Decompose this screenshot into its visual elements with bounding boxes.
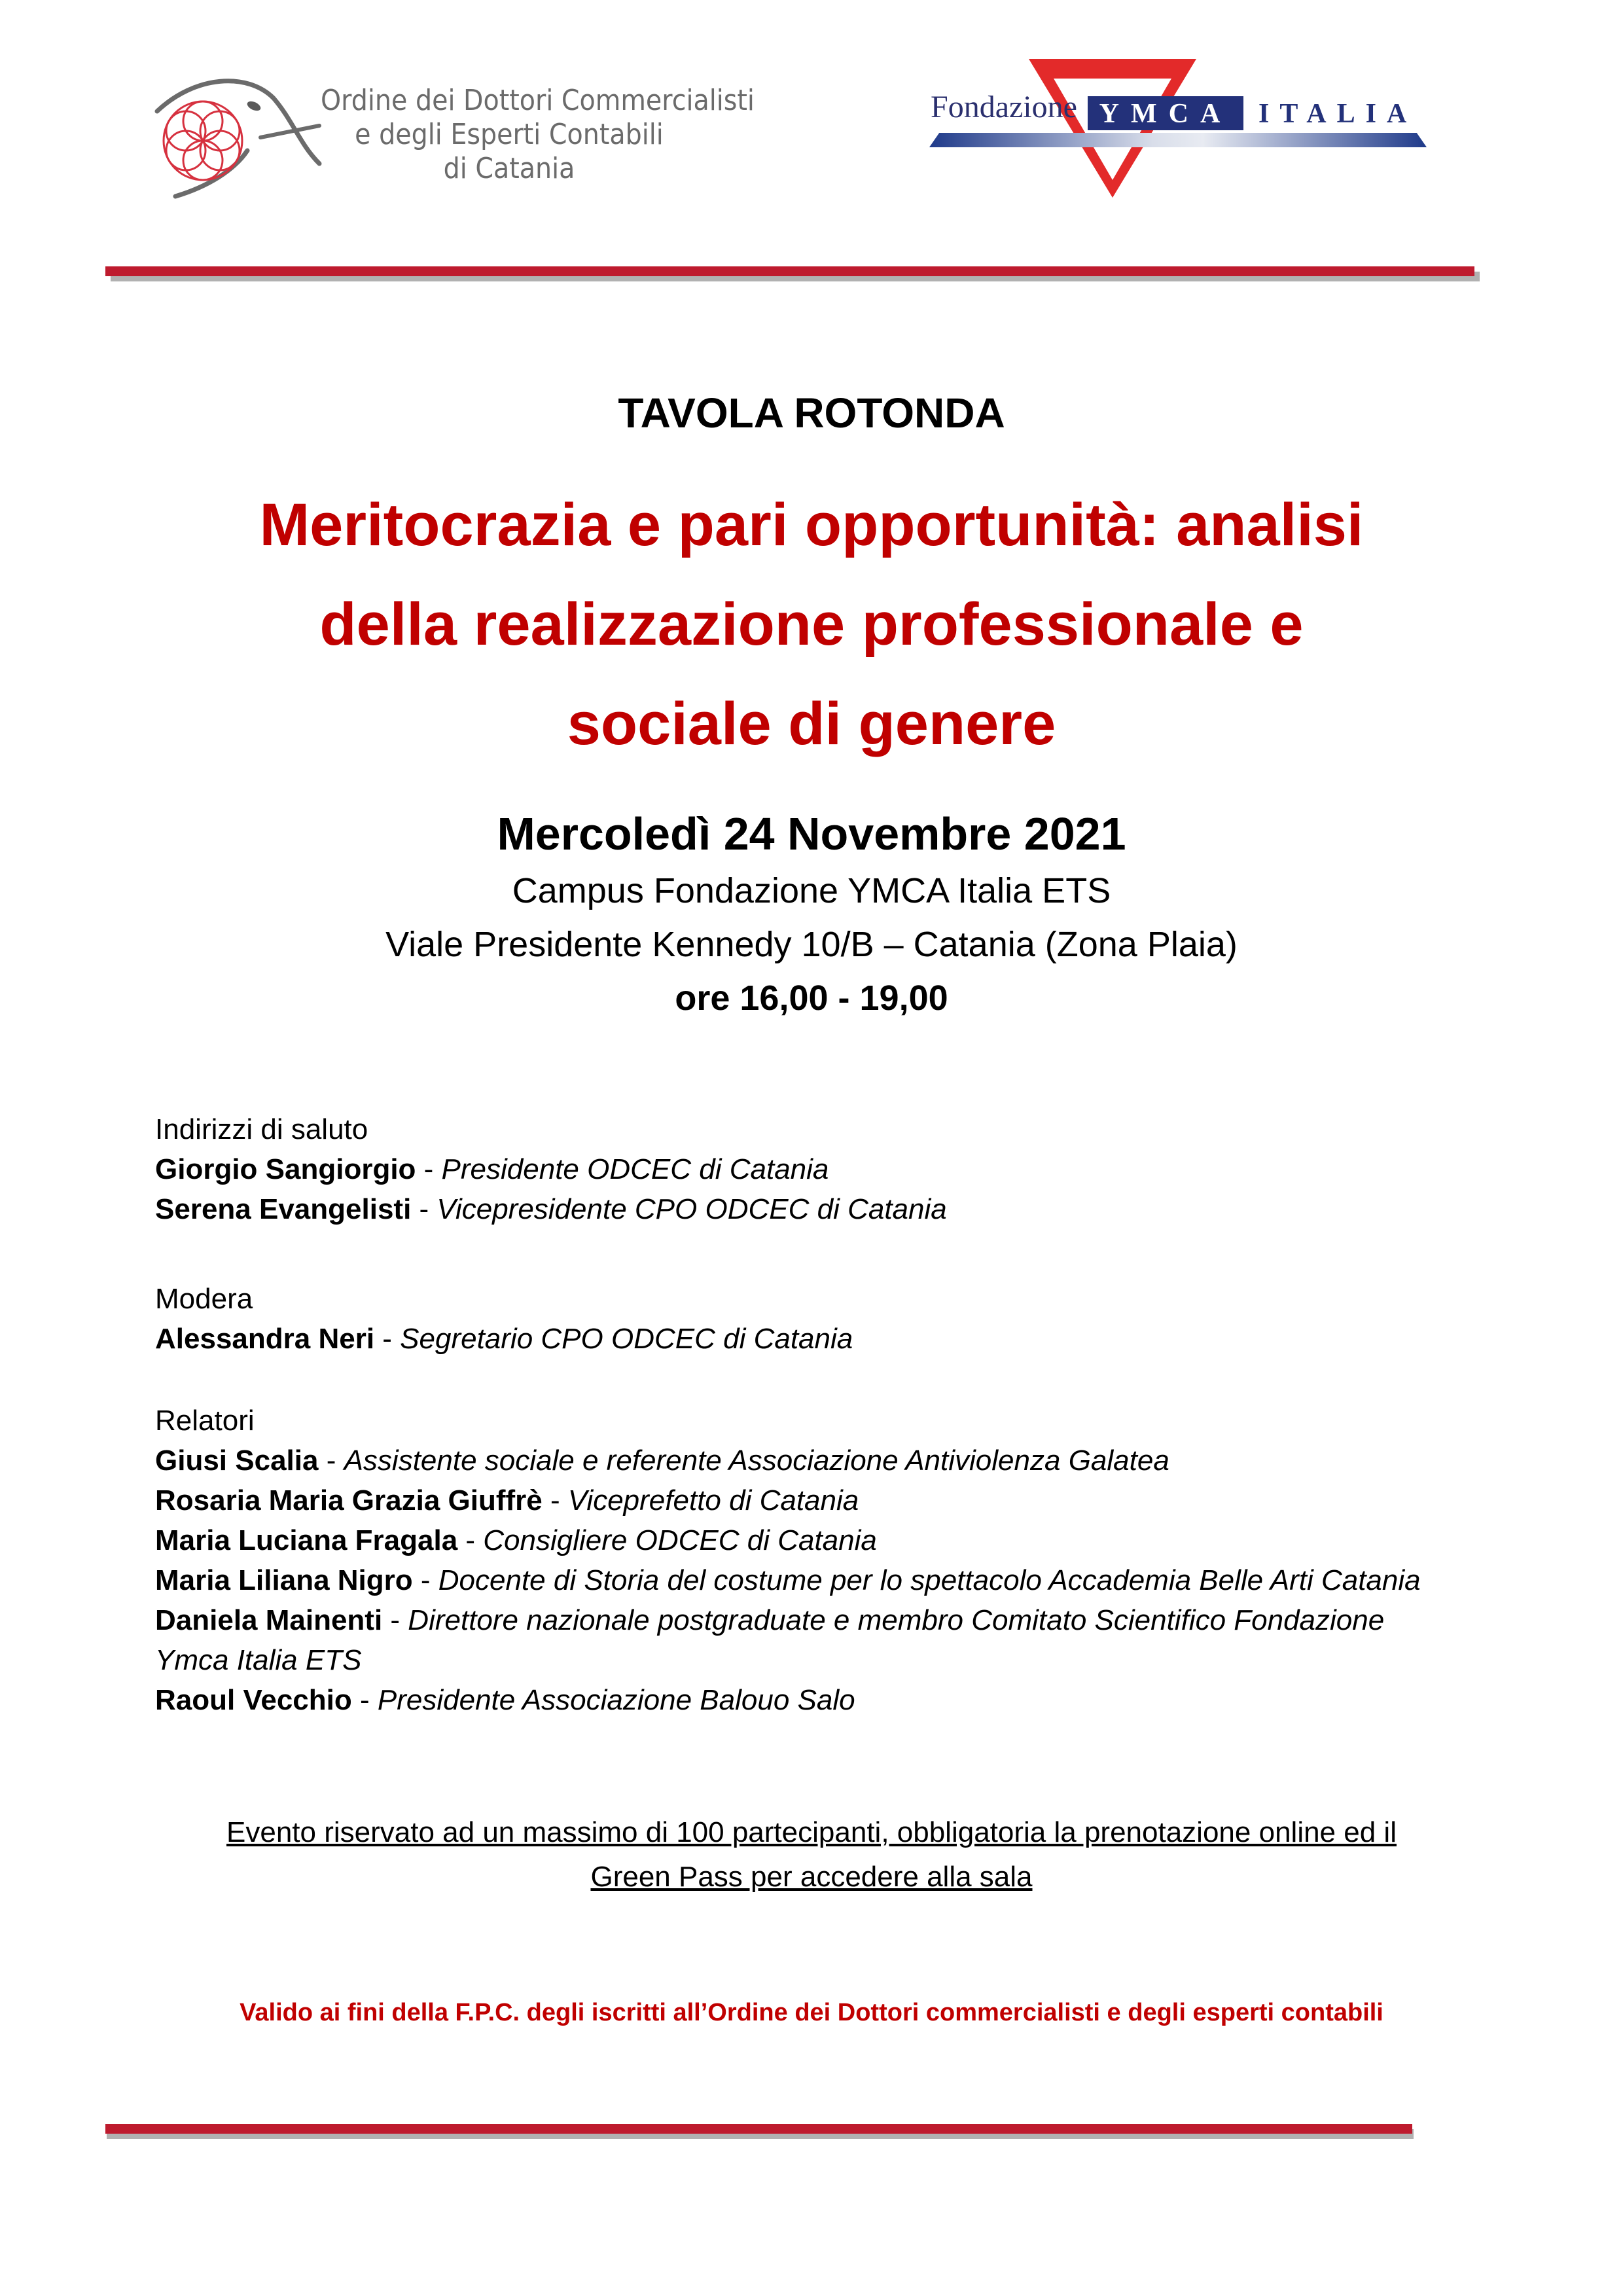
- person-name: Giorgio Sangiorgio: [155, 1153, 416, 1185]
- odcec-line-1: Ordine dei Dottori Commercialisti: [321, 84, 755, 117]
- person-name: Alessandra Neri: [155, 1323, 375, 1355]
- event-venue: Campus Fondazione YMCA Italia ETS: [512, 871, 1111, 910]
- separator: -: [457, 1524, 484, 1556]
- top-rule: [105, 266, 1474, 276]
- greeting-row: [155, 1189, 947, 1229]
- speaker-row-continuation: [155, 1640, 1421, 1680]
- speakers-label: Relatori: [155, 1405, 255, 1437]
- event-title: [0, 486, 1623, 763]
- ymca-suffix: ITALIA: [1258, 99, 1418, 129]
- moderator-label: Modera: [155, 1283, 253, 1315]
- separator: -: [318, 1444, 344, 1477]
- odcec-line-3: di Catania: [443, 152, 575, 185]
- greetings-label: Indirizzi di saluto: [155, 1113, 368, 1145]
- person-name: Daniela Mainenti: [155, 1604, 383, 1636]
- notice-line-1: Evento riservato ad un massimo di 100 partecipanti, obbligatoria la prenotazione online ed il: [226, 1816, 1397, 1848]
- speaker-row: [155, 1441, 1421, 1480]
- speaker-row: [155, 1560, 1421, 1600]
- person-name: Rosaria Maria Grazia Giuffrè: [155, 1484, 543, 1516]
- notice-line-2: Green Pass per accedere alla sala: [590, 1861, 1033, 1893]
- person-name: Serena Evangelisti: [155, 1193, 412, 1225]
- person-name: Giusi Scalia: [155, 1444, 319, 1477]
- attendance-notice: [0, 1810, 1623, 1899]
- ymca-prefix: Fondazione: [931, 90, 1077, 124]
- separator: -: [382, 1604, 408, 1636]
- speaker-row: [155, 1520, 1421, 1560]
- person-name: Maria Liliana Nigro: [155, 1564, 413, 1596]
- moderator-section: [155, 1279, 853, 1359]
- event-title-line-3: sociale di genere: [567, 691, 1056, 757]
- event-address: Viale Presidente Kennedy 10/B – Catania (Zona Plaia): [385, 925, 1238, 964]
- person-role: Viceprefetto di Catania: [567, 1484, 859, 1516]
- separator: -: [412, 1564, 438, 1596]
- event-title-line-2: della realizzazione professionale e: [319, 591, 1304, 658]
- separator: -: [351, 1684, 378, 1716]
- event-title-line-1: Meritocrazia e pari opportunità: analisi: [259, 492, 1364, 558]
- person-role: Segretario CPO ODCEC di Catania: [400, 1323, 853, 1355]
- odcec-name: [321, 84, 755, 186]
- event-hours: ore 16,00 - 19,00: [675, 978, 948, 1018]
- event-date: Mercoledì 24 Novembre 2021: [497, 808, 1126, 859]
- speaker-row: [155, 1680, 1421, 1720]
- ymca-band: [929, 133, 1427, 147]
- separator: -: [416, 1153, 442, 1185]
- greetings-section: [155, 1109, 947, 1229]
- fpc-validity-note: Valido ai fini della F.P.C. degli iscritti all’Ordine dei Dottori commercialisti e degli esperti contabili: [240, 1999, 1383, 2026]
- odcec-logo: [149, 72, 755, 203]
- ymca-logo: [916, 59, 1440, 203]
- person-name: Maria Luciana Fragala: [155, 1524, 458, 1556]
- person-role: Docente di Storia del costume per lo spettacolo Accademia Belle Arti Catania: [438, 1564, 1421, 1596]
- odcec-rosette-logo-icon: [149, 72, 332, 203]
- person-role: Presidente Associazione Balouo Salo: [377, 1684, 855, 1716]
- speakers-section: [155, 1401, 1421, 1720]
- bottom-rule: [105, 2124, 1412, 2134]
- odcec-line-2: e degli Esperti Contabili: [355, 118, 664, 151]
- event-kicker: TAVOLA ROTONDA: [618, 389, 1005, 437]
- separator: -: [374, 1323, 401, 1355]
- person-role-continuation: Ymca Italia ETS: [155, 1644, 362, 1676]
- separator: -: [411, 1193, 437, 1225]
- person-role: Direttore nazionale postgraduate e membro Comitato Scientifico Fondazione: [408, 1604, 1385, 1636]
- person-role: Presidente ODCEC di Catania: [441, 1153, 829, 1185]
- greeting-row: [155, 1149, 947, 1189]
- speaker-row: [155, 1480, 1421, 1520]
- person-role: Consigliere ODCEC di Catania: [483, 1524, 877, 1556]
- separator: -: [542, 1484, 568, 1516]
- speaker-row: [155, 1600, 1421, 1640]
- ymca-box: YMCA: [1088, 96, 1243, 130]
- person-name: Raoul Vecchio: [155, 1684, 352, 1716]
- moderator-row: [155, 1319, 853, 1359]
- person-role: Assistente sociale e referente Associazione Antiviolenza Galatea: [344, 1444, 1169, 1477]
- person-role: Vicepresidente CPO ODCEC di Catania: [437, 1193, 947, 1225]
